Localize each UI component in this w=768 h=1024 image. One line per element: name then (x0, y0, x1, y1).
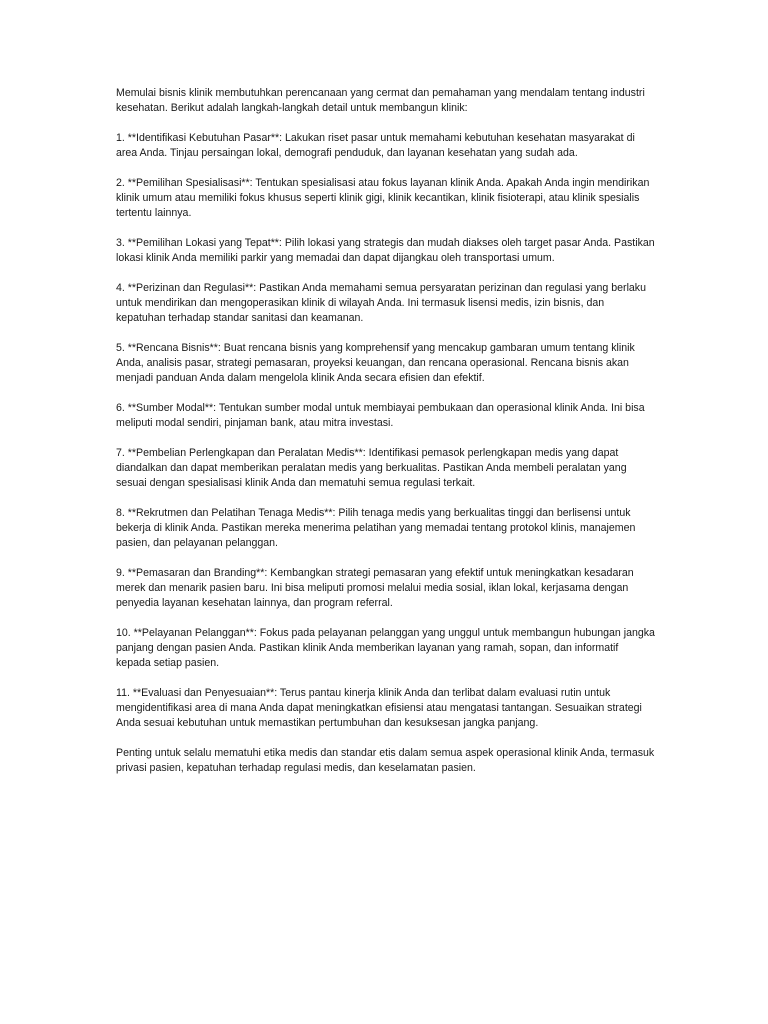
step-4-paragraph: 4. **Perizinan dan Regulasi**: Pastikan Anda memahami semua persyaratan perizinan dan regulasi yang berlaku untuk mendirikan dan mengoperasikan klinik di wilayah Anda. Ini termasuk lisensi medis, izin bisnis, dan kepatuhan terhadap standar sanitasi dan keamanan. (116, 282, 646, 324)
document-body (116, 86, 656, 791)
intro-paragraph: Memulai bisnis klinik membutuhkan perencanaan yang cermat dan pemahaman yang mendalam tentang industri kesehatan. Berikut adalah langkah-langkah detail untuk membangun klinik: (116, 87, 645, 114)
step-7-paragraph: 7. **Pembelian Perlengkapan dan Peralatan Medis**: Identifikasi pemasok perlengkapan medis yang dapat diandalkan dan dapat memberikan peralatan medis yang berkualitas. Pastikan Anda membeli peralatan yang sesuai dengan spesialisasi klinik Anda dan mematuhi semua regulasi terkait. (116, 447, 627, 489)
step-10-paragraph: 10. **Pelayanan Pelanggan**: Fokus pada pelayanan pelanggan yang unggul untuk membangun hubungan jangka panjang dengan pasien Anda. Pastikan klinik Anda memberikan layanan yang ramah, sopan, dan informatif kepada setiap pasien. (116, 627, 655, 669)
step-9-paragraph: 9. **Pemasaran dan Branding**: Kembangkan strategi pemasaran yang efektif untuk meningkatkan kesadaran merek dan menarik pasien baru. Ini bisa meliputi promosi melalui media sosial, iklan lokal, kerjasama dengan penyedia layanan kesehatan lainnya, dan program referral. (116, 567, 634, 609)
step-3-paragraph: 3. **Pemilihan Lokasi yang Tepat**: Pilih lokasi yang strategis dan mudah diakses oleh target pasar Anda. Pastikan lokasi klinik Anda memiliki parkir yang memadai dan dapat dijangkau oleh transportasi umum. (116, 237, 655, 264)
step-11-paragraph: 11. **Evaluasi dan Penyesuaian**: Terus pantau kinerja klinik Anda dan terlibat dalam evaluasi rutin untuk mengidentifikasi area di mana Anda dapat meningkatkan efisiensi atau mengatasi tantangan. Sesuaikan strategi Anda sesuai kebutuhan untuk memastikan pertumbuhan dan kesuksesan jangka panjang. (116, 687, 642, 729)
step-8-paragraph: 8. **Rekrutmen dan Pelatihan Tenaga Medis**: Pilih tenaga medis yang berkualitas tinggi dan berlisensi untuk bekerja di klinik Anda. Pastikan mereka menerima pelatihan yang memadai tentang protokol klinis, manajemen pasien, dan pelayanan pelanggan. (116, 507, 636, 549)
step-1-paragraph: 1. **Identifikasi Kebutuhan Pasar**: Lakukan riset pasar untuk memahami kebutuhan kesehatan masyarakat di area Anda. Tinjau persaingan lokal, demografi penduduk, dan layanan kesehatan yang sudah ada. (116, 132, 635, 159)
step-6-paragraph: 6. **Sumber Modal**: Tentukan sumber modal untuk membiayai pembukaan dan operasional klinik Anda. Ini bisa meliputi modal sendiri, pinjaman bank, atau mitra investasi. (116, 402, 645, 429)
closing-paragraph: Penting untuk selalu mematuhi etika medis dan standar etis dalam semua aspek operasional klinik Anda, termasuk privasi pasien, kepatuhan terhadap regulasi medis, dan keselamatan pasien. (116, 747, 655, 774)
step-2-paragraph: 2. **Pemilihan Spesialisasi**: Tentukan spesialisasi atau fokus layanan klinik Anda. Apakah Anda ingin mendirikan klinik umum atau memiliki fokus khusus seperti klinik gigi, klinik kecantikan, klinik fisioterapi, atau klinik spesialis tertentu lainnya. (116, 177, 650, 219)
step-5-paragraph: 5. **Rencana Bisnis**: Buat rencana bisnis yang komprehensif yang mencakup gambaran umum tentang klinik Anda, analisis pasar, strategi pemasaran, proyeksi keuangan, dan rencana operasional. Rencana bisnis akan menjadi panduan Anda dalam mengelola klinik Anda secara efisien dan efektif. (116, 342, 635, 384)
